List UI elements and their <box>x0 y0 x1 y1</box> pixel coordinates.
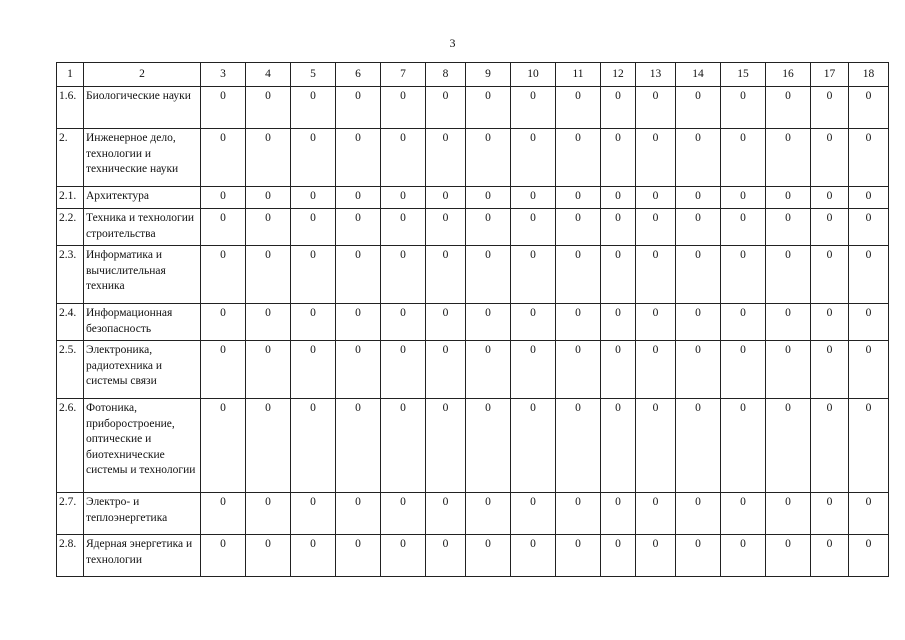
value-cell: 0 <box>849 87 889 129</box>
value-cell: 0 <box>246 246 291 304</box>
value-cell: 0 <box>601 341 636 399</box>
row-name-cell: Электро- и теплоэнергетика <box>84 493 201 535</box>
column-header: 12 <box>601 63 636 87</box>
column-header: 2 <box>84 63 201 87</box>
row-number-cell: 1.6. <box>57 87 84 129</box>
value-cell: 0 <box>811 129 849 187</box>
value-cell: 0 <box>336 246 381 304</box>
value-cell: 0 <box>381 304 426 341</box>
value-cell: 0 <box>246 129 291 187</box>
value-cell: 0 <box>291 87 336 129</box>
value-cell: 0 <box>849 399 889 493</box>
value-cell: 0 <box>336 87 381 129</box>
value-cell: 0 <box>811 399 849 493</box>
value-cell: 0 <box>511 187 556 209</box>
value-cell: 0 <box>291 129 336 187</box>
value-cell: 0 <box>466 304 511 341</box>
value-cell: 0 <box>636 341 676 399</box>
table-row <box>57 493 889 535</box>
column-header: 11 <box>556 63 601 87</box>
value-cell: 0 <box>466 535 511 577</box>
row-name-cell: Инженерное дело, технологии и технические науки <box>84 129 201 187</box>
value-cell: 0 <box>766 246 811 304</box>
value-cell: 0 <box>601 209 636 246</box>
column-header: 16 <box>766 63 811 87</box>
value-cell: 0 <box>601 129 636 187</box>
table-row <box>57 246 889 304</box>
value-cell: 0 <box>466 246 511 304</box>
column-header: 18 <box>849 63 889 87</box>
value-cell: 0 <box>811 187 849 209</box>
row-name-cell: Информатика и вычислительная техника <box>84 246 201 304</box>
value-cell: 0 <box>291 304 336 341</box>
row-number-cell: 2.3. <box>57 246 84 304</box>
value-cell: 0 <box>601 304 636 341</box>
value-cell: 0 <box>811 246 849 304</box>
value-cell: 0 <box>201 187 246 209</box>
value-cell: 0 <box>721 304 766 341</box>
value-cell: 0 <box>246 341 291 399</box>
value-cell: 0 <box>849 341 889 399</box>
value-cell: 0 <box>466 341 511 399</box>
value-cell: 0 <box>246 187 291 209</box>
table-row <box>57 304 889 341</box>
value-cell: 0 <box>721 341 766 399</box>
value-cell: 0 <box>426 341 466 399</box>
value-cell: 0 <box>426 304 466 341</box>
table-row <box>57 87 889 129</box>
value-cell: 0 <box>291 399 336 493</box>
value-cell: 0 <box>336 304 381 341</box>
column-header: 6 <box>336 63 381 87</box>
table-row <box>57 341 889 399</box>
value-cell: 0 <box>601 187 636 209</box>
value-cell: 0 <box>201 399 246 493</box>
value-cell: 0 <box>721 246 766 304</box>
value-cell: 0 <box>676 129 721 187</box>
value-cell: 0 <box>336 209 381 246</box>
value-cell: 0 <box>676 399 721 493</box>
value-cell: 0 <box>676 87 721 129</box>
value-cell: 0 <box>721 209 766 246</box>
row-name-cell: Ядерная энергетика и технологии <box>84 535 201 577</box>
value-cell: 0 <box>811 535 849 577</box>
column-header: 9 <box>466 63 511 87</box>
value-cell: 0 <box>721 87 766 129</box>
value-cell: 0 <box>556 341 601 399</box>
value-cell: 0 <box>201 129 246 187</box>
value-cell: 0 <box>511 535 556 577</box>
value-cell: 0 <box>291 209 336 246</box>
value-cell: 0 <box>381 87 426 129</box>
column-header: 7 <box>381 63 426 87</box>
column-header: 4 <box>246 63 291 87</box>
value-cell: 0 <box>556 535 601 577</box>
value-cell: 0 <box>811 304 849 341</box>
row-name-cell: Архитектура <box>84 187 201 209</box>
value-cell: 0 <box>511 399 556 493</box>
value-cell: 0 <box>381 399 426 493</box>
row-name-cell: Фотоника, приборостроение, оптические и биотехнические системы и технологии <box>84 399 201 493</box>
row-name-cell: Информационная безопасность <box>84 304 201 341</box>
value-cell: 0 <box>426 87 466 129</box>
value-cell: 0 <box>381 209 426 246</box>
value-cell: 0 <box>381 129 426 187</box>
value-cell: 0 <box>766 399 811 493</box>
column-header: 10 <box>511 63 556 87</box>
value-cell: 0 <box>426 535 466 577</box>
value-cell: 0 <box>466 493 511 535</box>
value-cell: 0 <box>676 493 721 535</box>
table-header-row <box>57 63 889 87</box>
value-cell: 0 <box>426 399 466 493</box>
value-cell: 0 <box>201 341 246 399</box>
value-cell: 0 <box>246 209 291 246</box>
value-cell: 0 <box>511 129 556 187</box>
value-cell: 0 <box>556 246 601 304</box>
value-cell: 0 <box>291 493 336 535</box>
table-row <box>57 209 889 246</box>
value-cell: 0 <box>426 493 466 535</box>
value-cell: 0 <box>766 129 811 187</box>
value-cell: 0 <box>381 535 426 577</box>
value-cell: 0 <box>766 341 811 399</box>
value-cell: 0 <box>721 187 766 209</box>
value-cell: 0 <box>511 304 556 341</box>
column-header: 14 <box>676 63 721 87</box>
value-cell: 0 <box>849 187 889 209</box>
value-cell: 0 <box>381 341 426 399</box>
value-cell: 0 <box>766 187 811 209</box>
value-cell: 0 <box>426 246 466 304</box>
row-name-cell: Электроника, радиотехника и системы связи <box>84 341 201 399</box>
value-cell: 0 <box>721 129 766 187</box>
statistics-table <box>56 62 889 577</box>
value-cell: 0 <box>766 493 811 535</box>
value-cell: 0 <box>201 246 246 304</box>
value-cell: 0 <box>601 87 636 129</box>
value-cell: 0 <box>676 187 721 209</box>
value-cell: 0 <box>201 493 246 535</box>
value-cell: 0 <box>721 399 766 493</box>
value-cell: 0 <box>676 304 721 341</box>
value-cell: 0 <box>291 187 336 209</box>
column-header: 8 <box>426 63 466 87</box>
row-number-cell: 2.8. <box>57 535 84 577</box>
value-cell: 0 <box>201 304 246 341</box>
value-cell: 0 <box>811 209 849 246</box>
value-cell: 0 <box>466 399 511 493</box>
value-cell: 0 <box>676 209 721 246</box>
table-row <box>57 129 889 187</box>
value-cell: 0 <box>636 535 676 577</box>
value-cell: 0 <box>811 87 849 129</box>
value-cell: 0 <box>556 209 601 246</box>
row-name-cell: Техника и технологии строительства <box>84 209 201 246</box>
value-cell: 0 <box>466 209 511 246</box>
value-cell: 0 <box>676 246 721 304</box>
value-cell: 0 <box>336 129 381 187</box>
column-header: 5 <box>291 63 336 87</box>
value-cell: 0 <box>381 187 426 209</box>
value-cell: 0 <box>426 187 466 209</box>
value-cell: 0 <box>766 535 811 577</box>
value-cell: 0 <box>511 493 556 535</box>
value-cell: 0 <box>721 535 766 577</box>
value-cell: 0 <box>849 535 889 577</box>
value-cell: 0 <box>636 87 676 129</box>
value-cell: 0 <box>556 304 601 341</box>
value-cell: 0 <box>556 87 601 129</box>
value-cell: 0 <box>636 493 676 535</box>
value-cell: 0 <box>246 399 291 493</box>
row-number-cell: 2.1. <box>57 187 84 209</box>
value-cell: 0 <box>849 209 889 246</box>
value-cell: 0 <box>676 535 721 577</box>
value-cell: 0 <box>636 304 676 341</box>
value-cell: 0 <box>556 493 601 535</box>
value-cell: 0 <box>246 87 291 129</box>
column-header: 1 <box>57 63 84 87</box>
value-cell: 0 <box>556 399 601 493</box>
value-cell: 0 <box>849 304 889 341</box>
column-header: 15 <box>721 63 766 87</box>
row-number-cell: 2.5. <box>57 341 84 399</box>
value-cell: 0 <box>636 246 676 304</box>
row-number-cell: 2. <box>57 129 84 187</box>
value-cell: 0 <box>201 535 246 577</box>
value-cell: 0 <box>291 535 336 577</box>
value-cell: 0 <box>336 399 381 493</box>
value-cell: 0 <box>246 304 291 341</box>
value-cell: 0 <box>601 246 636 304</box>
value-cell: 0 <box>291 246 336 304</box>
value-cell: 0 <box>601 399 636 493</box>
value-cell: 0 <box>246 493 291 535</box>
row-number-cell: 2.6. <box>57 399 84 493</box>
row-number-cell: 2.4. <box>57 304 84 341</box>
value-cell: 0 <box>849 493 889 535</box>
value-cell: 0 <box>381 246 426 304</box>
value-cell: 0 <box>601 535 636 577</box>
row-number-cell: 2.7. <box>57 493 84 535</box>
column-header: 3 <box>201 63 246 87</box>
column-header: 17 <box>811 63 849 87</box>
value-cell: 0 <box>766 304 811 341</box>
value-cell: 0 <box>511 246 556 304</box>
value-cell: 0 <box>636 129 676 187</box>
value-cell: 0 <box>291 341 336 399</box>
value-cell: 0 <box>636 209 676 246</box>
value-cell: 0 <box>466 87 511 129</box>
value-cell: 0 <box>466 129 511 187</box>
value-cell: 0 <box>426 209 466 246</box>
value-cell: 0 <box>601 493 636 535</box>
row-number-cell: 2.2. <box>57 209 84 246</box>
value-cell: 0 <box>636 399 676 493</box>
value-cell: 0 <box>556 129 601 187</box>
value-cell: 0 <box>811 341 849 399</box>
value-cell: 0 <box>336 535 381 577</box>
value-cell: 0 <box>766 87 811 129</box>
value-cell: 0 <box>201 87 246 129</box>
value-cell: 0 <box>511 87 556 129</box>
page-number: 3 <box>449 36 456 50</box>
value-cell: 0 <box>336 341 381 399</box>
table-row <box>57 187 889 209</box>
value-cell: 0 <box>336 493 381 535</box>
value-cell: 0 <box>676 341 721 399</box>
value-cell: 0 <box>811 493 849 535</box>
value-cell: 0 <box>426 129 466 187</box>
value-cell: 0 <box>336 187 381 209</box>
value-cell: 0 <box>556 187 601 209</box>
value-cell: 0 <box>511 341 556 399</box>
value-cell: 0 <box>246 535 291 577</box>
value-cell: 0 <box>466 187 511 209</box>
row-name-cell: Биологические науки <box>84 87 201 129</box>
value-cell: 0 <box>381 493 426 535</box>
value-cell: 0 <box>849 129 889 187</box>
table-row <box>57 535 889 577</box>
table-row <box>57 399 889 493</box>
value-cell: 0 <box>201 209 246 246</box>
column-header: 13 <box>636 63 676 87</box>
value-cell: 0 <box>721 493 766 535</box>
value-cell: 0 <box>849 246 889 304</box>
value-cell: 0 <box>511 209 556 246</box>
value-cell: 0 <box>636 187 676 209</box>
value-cell: 0 <box>766 209 811 246</box>
